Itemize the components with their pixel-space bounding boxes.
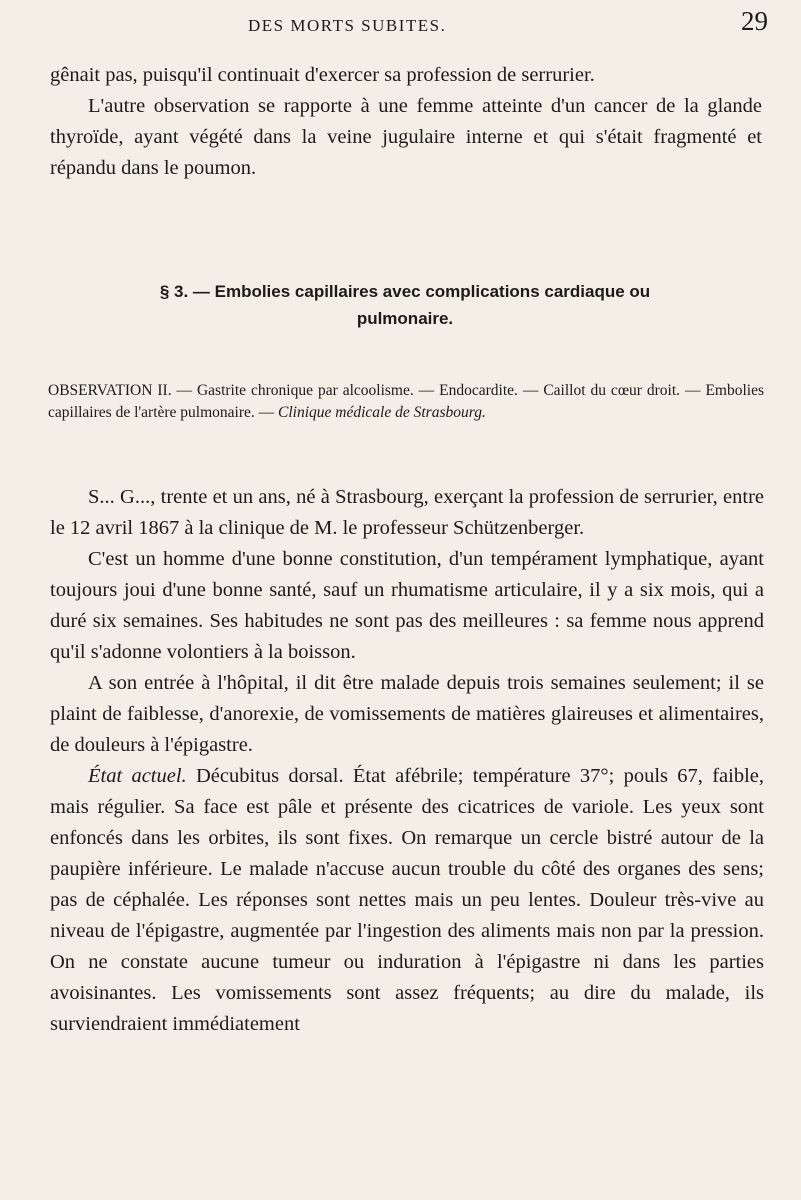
etat-actuel-label: État actuel. [88, 765, 187, 787]
observation-summary-text: OBSERVATION II. — Gastrite chronique par alcoolisme. — Endocardite. — Caillot du cœur droit. — Embolies capillaires de l'artère pulmonaire. — [48, 382, 764, 421]
intro-paragraph-2: L'autre observation se rapporte à une femme atteinte d'un cancer de la glande thyroïde, ayant végété dans la veine jugulaire interne et qui s'était fragmenté et répandu dans le poumon. [50, 95, 762, 179]
section-title [60, 278, 750, 332]
case-paragraph-4 [50, 761, 764, 1040]
intro-paragraph-1: gênait pas, puisqu'il continuait d'exercer sa profession de serrurier. [50, 64, 595, 86]
section-title-line-1: § 3. — Embolies capillaires avec complications cardiaque ou [159, 282, 651, 301]
case-paragraph-1: S... G..., trente et un ans, né à Strasbourg, exerçant la profession de serrurier, entre le 12 avril 1867 à la clinique de M. le professeur Schützenberger. [50, 486, 764, 539]
observation-summary [48, 380, 764, 424]
case-paragraph-4-text: Décubitus dorsal. État afébrile; température 37°; pouls 67, faible, mais régulier. Sa face est pâle et présente des cicatrices de variole. Les yeux sont enfoncés dans les orbites, ils sont fixes. On remarque un cercle bistré autour de la paupière inférieure. Le malade n'accuse aucun trouble du côté des organes des sens; pas de céphalée. Les réponses sont nettes mais un peu lentes. Douleur très-vive au niveau de l'épigastre, augmentée par l'ingestion des aliments mais non par la pression. On ne constate aucune tumeur ou induration à l'épigastre ni dans les parties avoisinantes. Les vomissements sont assez fréquents; au dire du malade, ils surviendraient immédiatement [50, 765, 764, 1035]
intro-text [50, 60, 762, 184]
running-title: DES MORTS SUBITES. [248, 16, 447, 35]
case-report [50, 482, 764, 1040]
page-header [48, 4, 768, 40]
case-paragraph-2: C'est un homme d'une bonne constitution, d'un tempérament lymphatique, ayant toujours joui d'une bonne santé, sauf un rhumatisme articulaire, il y a six mois, qui a duré six semaines. Ses habitudes ne sont pas des meilleures : sa femme nous apprend qu'il s'adonne volontiers à la boisson. [50, 548, 764, 663]
observation-source: Clinique médicale de Strasbourg. [278, 404, 486, 421]
page-number: 29 [741, 6, 768, 36]
section-title-line-2: pulmonaire. [356, 309, 454, 328]
case-paragraph-3: A son entrée à l'hôpital, il dit être malade depuis trois semaines seulement; il se plaint de faiblesse, d'anorexie, de vomissements de matières glaireuses et alimentaires, de douleurs à l'épigastre. [50, 672, 764, 756]
